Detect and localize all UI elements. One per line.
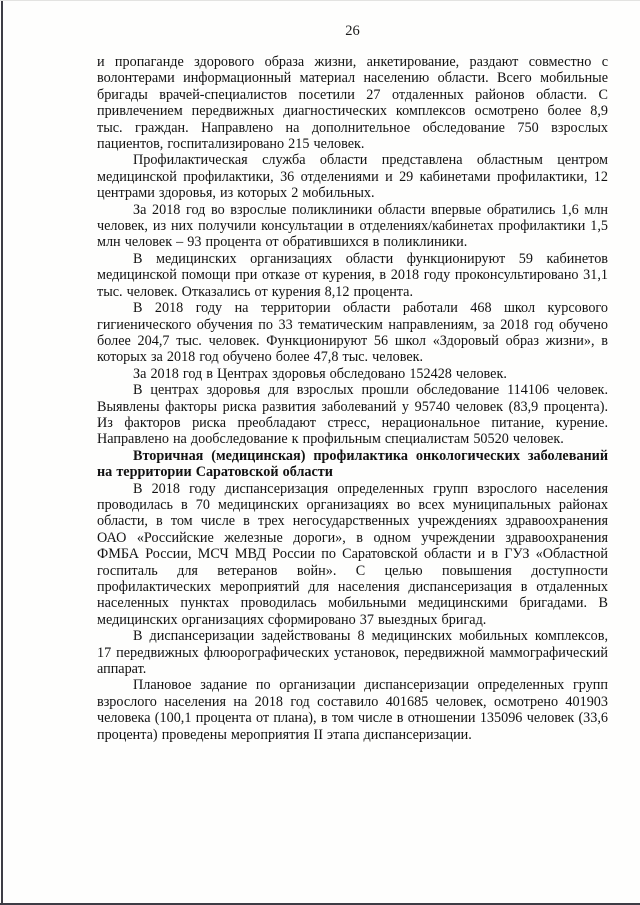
paragraph: В 2018 году диспансеризация определенных групп взрослого населения проводилась в 70 медицинских организациях во всех муниципальных районах области, в том числе в трех негосударственных учреждениях здравоохранения ОАО «Российские железные дороги», в одном учреждении здравоохранения ФМБА России, МСЧ МВД России по Саратовской области и в ГУЗ «Областной госпиталь для ветеранов войн». С целью повышения доступности профилактических мероприятий для населения диспансеризация в отдаленных населенных пунктах проводилась мобильными медицинскими бригадами. В медицинских организациях сформировано 37 выездных бригад. xyxy=(97,480,608,628)
paragraph: В 2018 году на территории области работали 468 школ курсового гигиенического обучения по 33 тематическим направлениям, за 2018 год обучено более 204,7 тыс. человек. Функционируют 56 школ «Здоровый образ жизни», в которых за 2018 год обучено более 47,8 тыс. человек. xyxy=(97,300,608,366)
scan-edge-left xyxy=(1,1,3,905)
paragraph: Плановое задание по организации диспансеризации определенных групп взрослого населения на 2018 год составило 401685 человек, осмотрено 401903 человека (100,1 процента от плана), в том числе в отношении 135096 человек (33,6 процента) проведены мероприятия II этапа диспансеризации. xyxy=(97,677,608,743)
text-block xyxy=(97,54,608,743)
section-heading: Вторичная (медицинская) профилактика онкологических заболеваний на территории Саратовской области xyxy=(97,447,608,481)
paragraph: и пропаганде здорового образа жизни, анкетирование, раздают совместно с волонтерами информационный материал населению области. Всего мобильные бригады врачей-специалистов посетили 27 отдаленных районов области. С привлечением передвижных диагностических комплексов осмотрено более 8,9 тыс. граждан. Направлено на дополнительное обследование 750 взрослых пациентов, госпитализировано 215 человек. xyxy=(97,54,608,153)
paragraph: В диспансеризации задействованы 8 медицинских мобильных комплексов, 17 передвижных флюорографических установок, передвижной маммографический аппарат. xyxy=(97,628,608,678)
paragraph: В медицинских организациях области функционируют 59 кабинетов медицинской помощи при отказе от курения, в 2018 году проконсультировано 31,1 тыс. человек. Отказались от курения 8,12 процента. xyxy=(97,250,608,300)
page-number: 26 xyxy=(345,23,360,39)
paragraph: За 2018 год во взрослые поликлиники области впервые обратились 1,6 млн человек, из них получили консультации в отделениях/кабинетах профилактики 1,5 млн человек – 93 процента от обратившихся в поликлиники. xyxy=(97,201,608,251)
paragraph: Профилактическая служба области представлена областным центром медицинской профилактики, 36 отделениями и 29 кабинетами профилактики, 12 центрами здоровья, из которых 2 мобильных. xyxy=(97,152,608,202)
paragraph: За 2018 год в Центрах здоровья обследовано 152428 человек. xyxy=(133,365,507,382)
paragraph: В центрах здоровья для взрослых прошли обследование 114106 человек. Выявлены факторы риска развития заболеваний у 95740 человек (83,9 процента). Из факторов риска преобладают стресс, нерациональное питание, курение. Направлено на дообследование к профильным специалистам 50520 человек. xyxy=(97,382,608,448)
